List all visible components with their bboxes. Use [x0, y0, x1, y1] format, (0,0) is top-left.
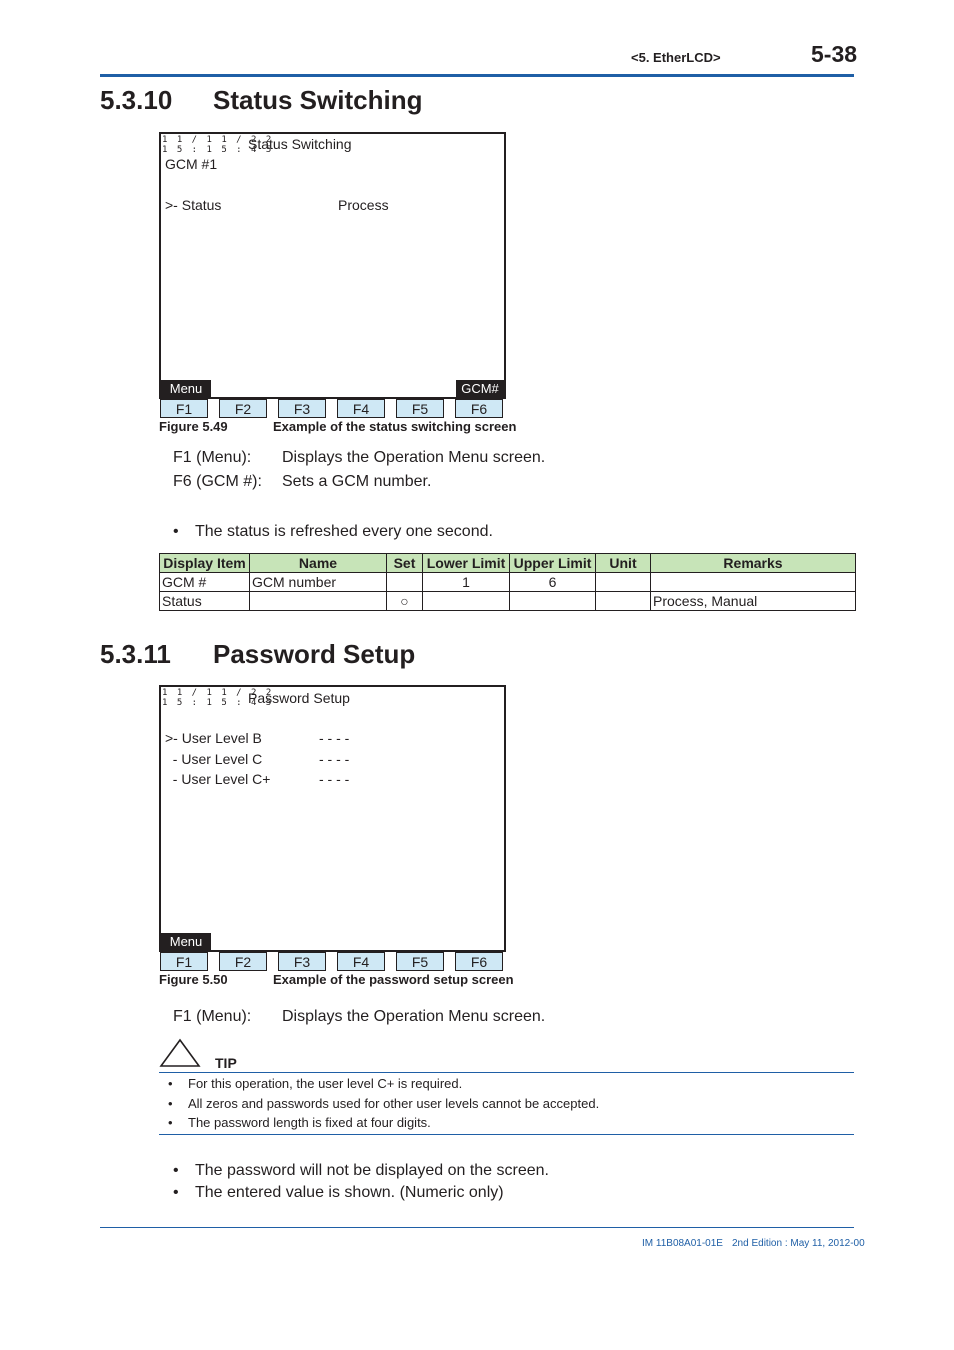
table-cell: 6 [510, 573, 596, 592]
password-setup-screen [159, 685, 506, 952]
f4-key[interactable]: F4 [337, 952, 385, 971]
figure-caption: Example of the password setup screen [273, 972, 514, 987]
page-number: 5-38 [811, 41, 858, 67]
table-header: Unit [596, 554, 651, 573]
figure-number: Figure 5.49 [159, 419, 228, 434]
table-header: Set [387, 554, 423, 573]
key-f6-desc: Sets a GCM number. [282, 473, 432, 490]
table-header: Name [250, 554, 387, 573]
section-heading-status-switching [100, 85, 600, 117]
table-header-row [160, 554, 856, 573]
section-heading-password-setup [100, 639, 600, 671]
gcm-softkey[interactable]: GCM# [456, 380, 504, 398]
table-cell: GCM number [250, 573, 387, 592]
tip-item: All zeros and passwords used for other user levels cannot be accepted. [188, 1096, 600, 1111]
footer-rule [100, 1227, 854, 1228]
menu-softkey[interactable]: Menu [161, 380, 211, 398]
section-title: Password Setup [213, 639, 416, 669]
table-cell: Process, Manual [651, 592, 856, 611]
edition: 2nd Edition : May 11, 2012-00 [732, 1238, 865, 1249]
status-row-value: Process [338, 197, 389, 213]
table-header: Upper Limit [510, 554, 596, 573]
bullet-mark: • [173, 523, 179, 540]
key-f1-desc: Displays the Operation Menu screen. [282, 449, 546, 466]
screen-date: 1 1 / 1 1 / 2 2 [162, 135, 274, 145]
chapter-label: <5. EtherLCD> [631, 50, 721, 65]
f4-key[interactable]: F4 [337, 399, 385, 418]
tip-triangle-icon [159, 1038, 201, 1068]
bullet-text: The password will not be displayed on the screen. [195, 1162, 549, 1179]
table-cell [651, 573, 856, 592]
table-header: Display Item [160, 554, 250, 573]
f6-key[interactable]: F6 [455, 399, 503, 418]
bullet-mark: • [173, 1184, 179, 1201]
status-switching-screen [159, 132, 506, 399]
table-cell: Status [160, 592, 250, 611]
f1-key[interactable]: F1 [160, 952, 208, 971]
key-f6-label: F6 (GCM #): [173, 473, 262, 490]
screen-title: Status Switching [248, 136, 352, 152]
table-cell [510, 592, 596, 611]
bullet-text: The status is refreshed every one second. [195, 523, 493, 540]
parameter-table [159, 553, 856, 611]
table-header: Lower Limit [423, 554, 510, 573]
table-row [160, 573, 856, 592]
menu-softkey[interactable]: Menu [161, 933, 211, 951]
f5-key[interactable]: F5 [396, 399, 444, 418]
table-cell [250, 592, 387, 611]
tip-label: TIP [215, 1055, 237, 1071]
table-cell: 1 [423, 573, 510, 592]
table-cell: ○ [387, 592, 423, 611]
gcm-label: GCM #1 [165, 156, 218, 172]
f1-key[interactable]: F1 [160, 399, 208, 418]
header-rule [100, 74, 854, 77]
section-number: 5.3.10 [100, 85, 173, 115]
key-f1-label: F1 (Menu): [173, 1008, 252, 1025]
f3-key[interactable]: F3 [278, 399, 326, 418]
tip-bullet: • [168, 1115, 173, 1130]
section-title: Status Switching [213, 85, 423, 115]
table-row [160, 592, 856, 611]
user-level-c-value: - - - - [319, 751, 350, 767]
section-number: 5.3.11 [100, 639, 171, 669]
doc-id: IM 11B08A01-01E [642, 1238, 723, 1249]
status-row-label[interactable]: >- Status [165, 197, 222, 213]
table-cell [596, 573, 651, 592]
tip-item: The password length is fixed at four digits. [188, 1115, 431, 1130]
tip-bullet: • [168, 1076, 173, 1091]
user-level-b-label[interactable]: >- User Level B [165, 730, 262, 746]
key-f1-label: F1 (Menu): [173, 449, 252, 466]
bullet-text: The entered value is shown. (Numeric only) [195, 1184, 504, 1201]
screen-date: 1 1 / 1 1 / 2 2 [162, 688, 274, 698]
user-level-b-value: - - - - [319, 730, 350, 746]
tip-rule-bottom [159, 1134, 854, 1135]
key-f1-desc: Displays the Operation Menu screen. [282, 1008, 546, 1025]
table-cell [387, 573, 423, 592]
figure-caption: Example of the status switching screen [273, 419, 517, 434]
screen-time: 1 5 : 1 5 : 4 5 [162, 698, 274, 708]
table-cell: GCM # [160, 573, 250, 592]
screen-time: 1 5 : 1 5 : 4 5 [162, 145, 274, 155]
f3-key[interactable]: F3 [278, 952, 326, 971]
f6-key[interactable]: F6 [455, 952, 503, 971]
table-header: Remarks [651, 554, 856, 573]
f2-key[interactable]: F2 [219, 952, 267, 971]
tip-bullet: • [168, 1096, 173, 1111]
user-level-cplus-label[interactable]: - User Level C+ [165, 771, 271, 787]
bullet-mark: • [173, 1162, 179, 1179]
tip-item: For this operation, the user level C+ is required. [188, 1076, 463, 1091]
screen-title: Password Setup [248, 690, 350, 706]
table-cell [596, 592, 651, 611]
figure-number: Figure 5.50 [159, 972, 228, 987]
table-cell [423, 592, 510, 611]
user-level-cplus-value: - - - - [319, 771, 350, 787]
tip-rule-top [159, 1072, 854, 1073]
f5-key[interactable]: F5 [396, 952, 444, 971]
f2-key[interactable]: F2 [219, 399, 267, 418]
user-level-c-label[interactable]: - User Level C [165, 751, 263, 767]
